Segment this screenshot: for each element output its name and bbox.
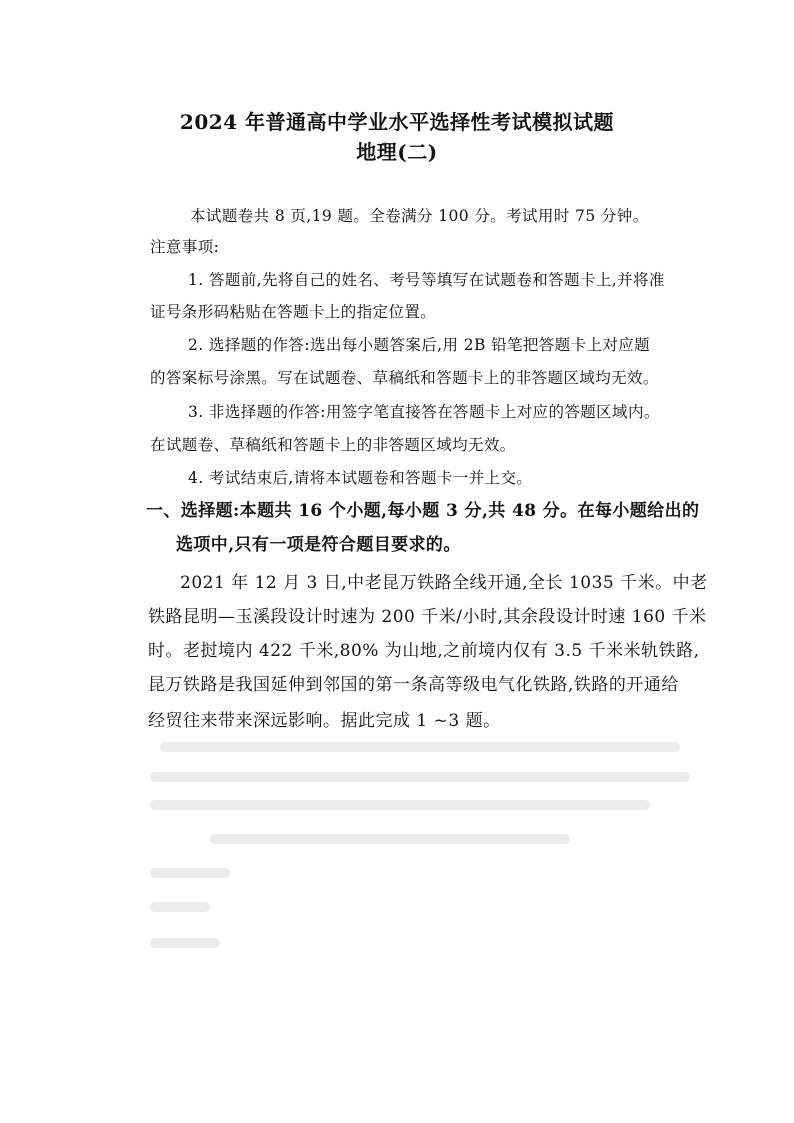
notice-item-4: 4. 考试结束后,请将本试题卷和答题卡一并上交。 xyxy=(188,469,533,487)
passage-line-5: 经贸往来带来深远影响。据此完成 1 ~3 题。 xyxy=(148,711,501,731)
section-heading-cont: 选项中,只有一项是符合题目要求的。 xyxy=(176,535,461,555)
notice-item-3: 3. 非选择题的作答:用签字笔直接答在答题卡上对应的答题区域内。 xyxy=(188,403,660,421)
section-heading: 一、选择题:本题共 16 个小题,每小题 3 分,共 48 分。在每小题给出的 xyxy=(146,501,700,521)
notice-item-2: 2. 选择题的作答:选出每小题答案后,用 2B 铅笔把答题卡上对应题 xyxy=(188,336,651,354)
exam-subject: 地理(二) xyxy=(356,140,438,164)
notice-item-1-cont: 证号条形码粘贴在答题卡上的指定位置。 xyxy=(150,303,437,321)
notice-item-1: 1. 答题前,先将自己的姓名、考号等填写在试题卷和答题卡上,并将准 xyxy=(188,271,665,289)
notice-heading: 注意事项: xyxy=(150,238,220,256)
notice-item-3-cont: 在试题卷、草稿纸和答题卡上的非答题区域均无效。 xyxy=(150,436,516,454)
passage-line-1: 2021 年 12 月 3 日,中老昆万铁路全线开通,全长 1035 千米。中老 xyxy=(180,573,708,593)
passage-line-4: 昆万铁路是我国延伸到邻国的第一条高等级电气化铁路,铁路的开通给 xyxy=(148,675,679,695)
notice-item-2-cont: 的答案标号涂黑。写在试题卷、草稿纸和答题卡上的非答题区域均无效。 xyxy=(150,369,659,387)
passage-line-2: 铁路昆明—玉溪段设计时速为 200 千米/小时,其余段设计时速 160 千米 xyxy=(148,607,707,627)
exam-summary: 本试题卷共 8 页,19 题。全卷满分 100 分。考试用时 75 分钟。 xyxy=(190,207,649,225)
exam-title: 2024 年普通高中学业水平选择性考试模拟试题 xyxy=(179,110,615,134)
bleed-through-text xyxy=(150,742,710,1002)
passage-line-3: 时。老挝境内 422 千米,80% 为山地,之前境内仅有 3.5 千米米轨铁路, xyxy=(148,641,700,661)
